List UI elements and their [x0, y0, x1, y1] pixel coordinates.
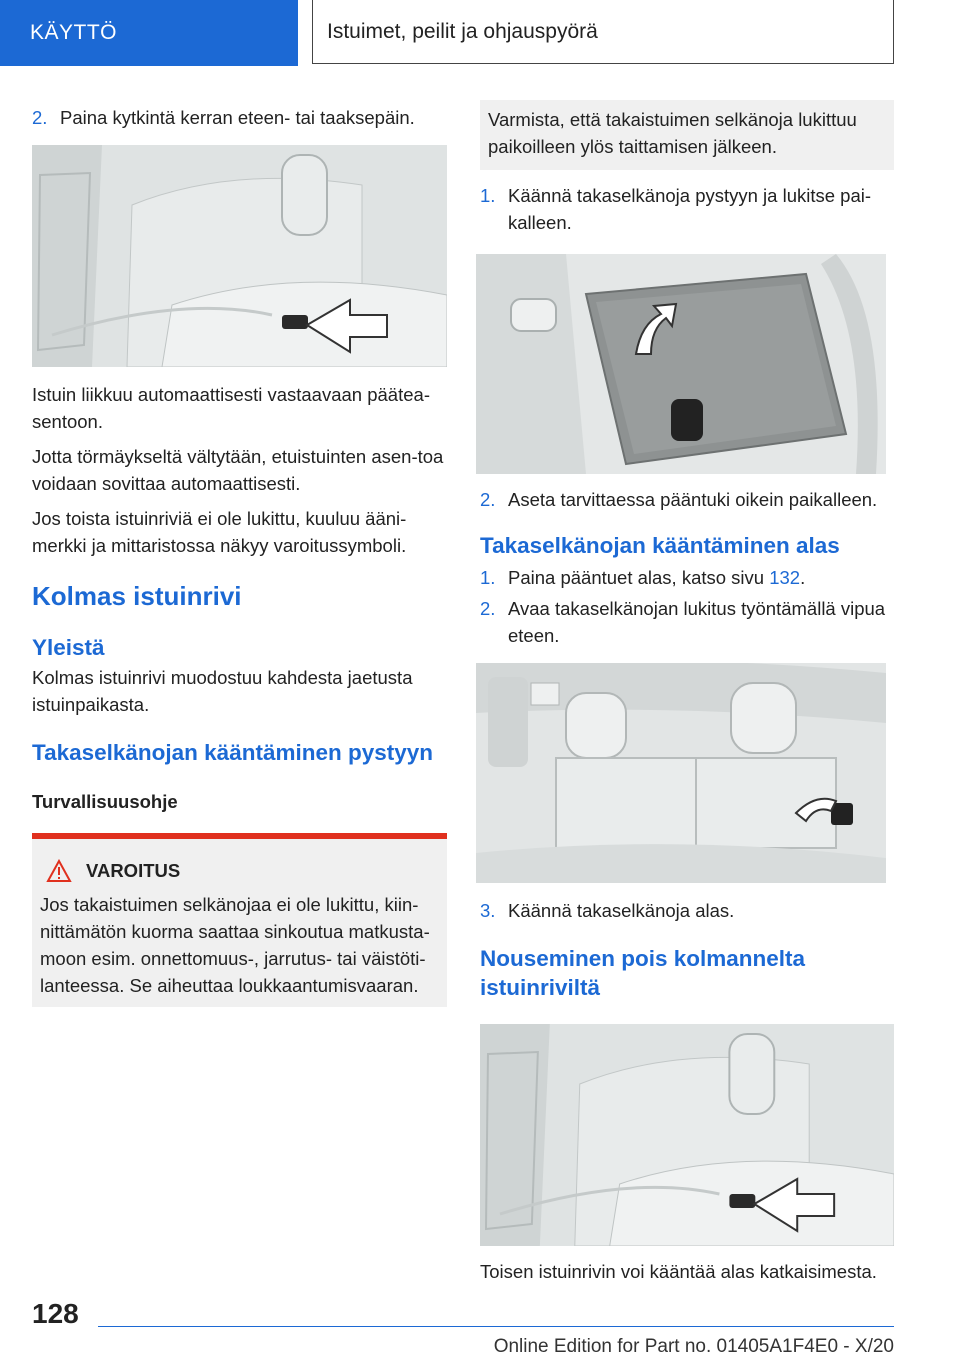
warning-box: [32, 833, 447, 1007]
step-2: [480, 595, 894, 649]
warning-triangle-icon: [46, 859, 72, 883]
step-2: [32, 104, 447, 131]
warning-title: [40, 859, 439, 883]
warning-label: VAROITUS: [86, 860, 181, 881]
step-number: 2.: [480, 598, 496, 619]
figure-seat-switch: [32, 145, 447, 367]
edition-text: Online Edition for Part no. 01405A1F4E0 - X/20: [493, 1336, 894, 1357]
figure-second-row-switch: [480, 1024, 894, 1246]
step-3: [480, 897, 894, 924]
paragraph: Jos toista istuinriviä ei ole lukittu, kuuluu ääni-merkki ja mittaristossa näkyy varoitussymboli.: [32, 508, 407, 556]
footer-divider: [98, 1326, 894, 1327]
paragraph: Istuin liikkuu automaattisesti vastaavaan päätea-sentoon.: [32, 384, 430, 432]
left-column: [32, 104, 447, 1007]
step-1: [480, 182, 894, 236]
step-number: 1.: [480, 567, 496, 588]
paragraph: Toisen istuinrivin voi kääntää alas katkaisimesta.: [480, 1261, 877, 1282]
step-text: Paina kytkintä kerran eteen- tai taaksepäin.: [60, 107, 415, 128]
heading-general: Yleistä: [32, 635, 105, 660]
page-header: [0, 0, 960, 66]
step-text: Käännä takaselkänoja alas.: [508, 900, 735, 921]
right-column: [480, 100, 894, 1285]
figure-backrest-up: [476, 254, 886, 474]
paragraph: Jotta törmäykseltä vältytään, etuistuinten asen-toa voidaan sovittaa automaattisesti.: [32, 446, 444, 494]
figure-backrest-lever: [476, 663, 886, 883]
step-number: 2.: [480, 489, 496, 510]
step-number: 3.: [480, 900, 496, 921]
heading-exit-third-row: Nouseminen pois kolmannelta istuinriviltä: [480, 946, 806, 1000]
page-link[interactable]: 132: [769, 567, 801, 588]
heading-fold-down: Takaselkänojan kääntäminen alas: [480, 533, 840, 558]
safety-heading: Turvallisuusohje: [32, 791, 178, 812]
step-number: 1.: [480, 185, 496, 206]
step-text-main: Paina pääntuet alas, katso sivu: [508, 567, 770, 588]
step-2: [480, 486, 894, 513]
paragraph: Kolmas istuinrivi muodostuu kahdesta jaetusta istuinpaikasta.: [32, 667, 413, 715]
heading-upright: Takaselkänojan kääntäminen pystyyn: [32, 740, 434, 765]
warning-text: Jos takaistuimen selkänojaa ei ole lukittu, kiin-nittämätön kuorma saattaa sinkoutua matkusta-moon esim. onnettomuus-, jarrutus- tai väistöti-lanteessa. Se aiheuttaa loukkaantumisvaaran.: [40, 894, 430, 996]
note-text: Varmista, että takaistuimen selkänoja lukittuu paikoilleen ylös taittamisen jälkeen.: [488, 109, 857, 157]
step-text-end: .: [800, 567, 806, 588]
chapter-title: Istuimet, peilit ja ohjauspyörä: [312, 0, 894, 64]
section-tab[interactable]: KÄYTTÖ: [0, 0, 298, 66]
step-text: [508, 564, 894, 591]
step-number: 2.: [32, 107, 48, 128]
heading-third-row: Kolmas istuinrivi: [32, 581, 242, 611]
step-1: [480, 564, 894, 591]
step-text: Käännä takaselkänoja pystyyn ja lukitse pai-kalleen.: [508, 185, 872, 233]
page-number: 128: [32, 1298, 79, 1329]
step-text: Avaa takaselkänojan lukitus työntämällä vipua eteen.: [508, 598, 886, 646]
note-box: [480, 100, 894, 170]
step-text: Aseta tarvittaessa pääntuki oikein paikalleen.: [508, 489, 878, 510]
